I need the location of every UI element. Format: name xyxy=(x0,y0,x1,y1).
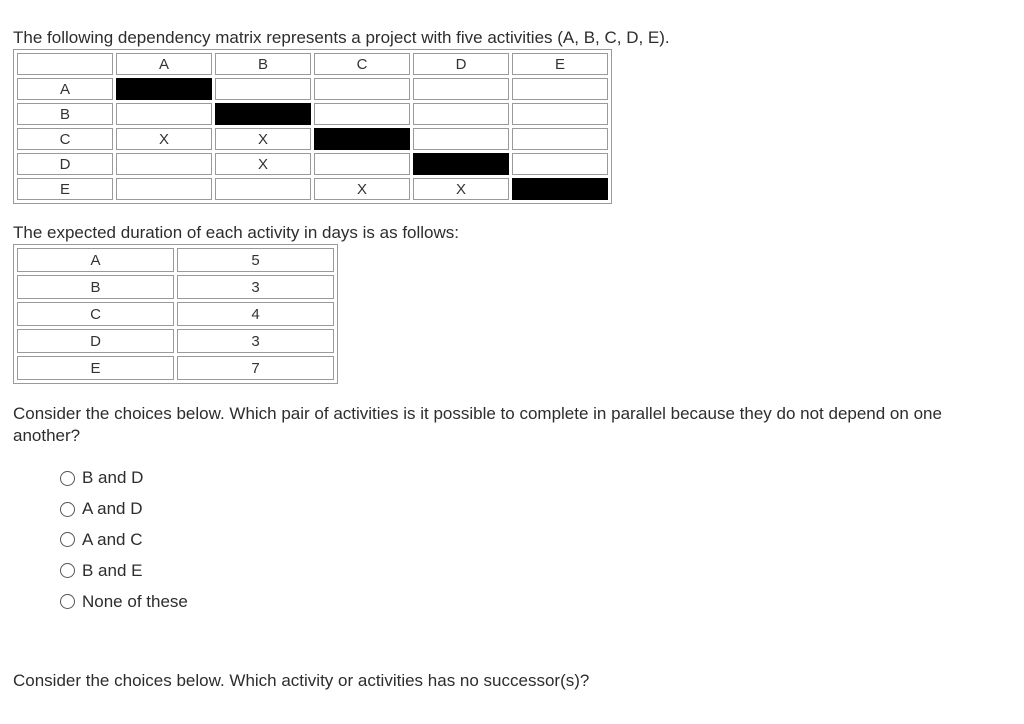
matrix-row-header: E xyxy=(17,178,113,200)
choice-label: B and E xyxy=(82,560,143,580)
matrix-row-header: C xyxy=(17,128,113,150)
matrix-corner-cell xyxy=(17,53,113,75)
choice-b-and-e[interactable] xyxy=(60,555,188,586)
radio-button[interactable] xyxy=(60,471,75,486)
duration-activity: E xyxy=(17,356,174,380)
matrix-cell xyxy=(413,103,509,125)
duration-activity: B xyxy=(17,275,174,299)
matrix-row xyxy=(17,128,608,150)
parallel-question-text: Consider the choices below. Which pair of activities is it possible to complete in parallel because they do not depend on one another? xyxy=(13,404,942,445)
matrix-row xyxy=(17,103,608,125)
matrix-cell xyxy=(314,153,410,175)
matrix-diagonal-cell xyxy=(314,128,410,150)
matrix-row-header: D xyxy=(17,153,113,175)
choice-label: A and C xyxy=(82,529,143,549)
choice-label: A and D xyxy=(82,499,143,519)
duration-days: 5 xyxy=(177,248,334,272)
matrix-col-header: A xyxy=(116,53,212,75)
duration-days: 4 xyxy=(177,302,334,326)
duration-row xyxy=(17,329,334,353)
matrix-cell: X xyxy=(215,153,311,175)
matrix-row xyxy=(17,153,608,175)
choice-a-and-d[interactable] xyxy=(60,494,188,525)
matrix-header-row xyxy=(17,53,608,75)
dependency-matrix xyxy=(13,49,612,204)
duration-row xyxy=(17,356,334,380)
matrix-cell xyxy=(116,178,212,200)
matrix-row-header: A xyxy=(17,78,113,100)
matrix-row-header: B xyxy=(17,103,113,125)
duration-intro-text: The expected duration of each activity in days is as follows: xyxy=(13,223,460,242)
matrix-cell: X xyxy=(116,128,212,150)
choice-none-of-these[interactable] xyxy=(60,586,188,617)
matrix-col-header: E xyxy=(512,53,608,75)
matrix-col-header: B xyxy=(215,53,311,75)
duration-activity: C xyxy=(17,302,174,326)
matrix-cell: X xyxy=(215,128,311,150)
duration-row xyxy=(17,275,334,299)
matrix-diagonal-cell xyxy=(512,178,608,200)
choice-b-and-d[interactable] xyxy=(60,463,188,494)
matrix-cell xyxy=(314,103,410,125)
matrix-cell xyxy=(215,178,311,200)
duration-activity: D xyxy=(17,329,174,353)
matrix-intro-text: The following dependency matrix represents a project with five activities (A, B, C, D, E). xyxy=(13,28,670,47)
matrix-row xyxy=(17,178,608,200)
duration-row xyxy=(17,302,334,326)
successor-question-text: Consider the choices below. Which activity or activities has no successor(s)? xyxy=(13,671,590,690)
matrix-cell xyxy=(215,78,311,100)
answer-choices xyxy=(60,463,188,617)
radio-button[interactable] xyxy=(60,563,75,578)
matrix-cell xyxy=(512,78,608,100)
duration-days: 3 xyxy=(177,329,334,353)
matrix-cell xyxy=(413,78,509,100)
choice-a-and-c[interactable] xyxy=(60,525,188,556)
matrix-diagonal-cell xyxy=(413,153,509,175)
matrix-cell xyxy=(512,128,608,150)
matrix-diagonal-cell xyxy=(215,103,311,125)
duration-days: 3 xyxy=(177,275,334,299)
matrix-cell xyxy=(512,103,608,125)
matrix-cell xyxy=(116,153,212,175)
matrix-cell xyxy=(413,128,509,150)
radio-button[interactable] xyxy=(60,594,75,609)
choice-label: None of these xyxy=(82,591,188,611)
duration-table xyxy=(13,244,338,384)
radio-button[interactable] xyxy=(60,502,75,517)
duration-activity: A xyxy=(17,248,174,272)
duration-row xyxy=(17,248,334,272)
matrix-row xyxy=(17,78,608,100)
matrix-col-header: D xyxy=(413,53,509,75)
matrix-cell xyxy=(512,153,608,175)
duration-days: 7 xyxy=(177,356,334,380)
matrix-cell xyxy=(314,78,410,100)
choice-label: B and D xyxy=(82,468,144,488)
matrix-col-header: C xyxy=(314,53,410,75)
matrix-cell xyxy=(116,103,212,125)
matrix-cell: X xyxy=(314,178,410,200)
radio-button[interactable] xyxy=(60,532,75,547)
matrix-cell: X xyxy=(413,178,509,200)
matrix-diagonal-cell xyxy=(116,78,212,100)
